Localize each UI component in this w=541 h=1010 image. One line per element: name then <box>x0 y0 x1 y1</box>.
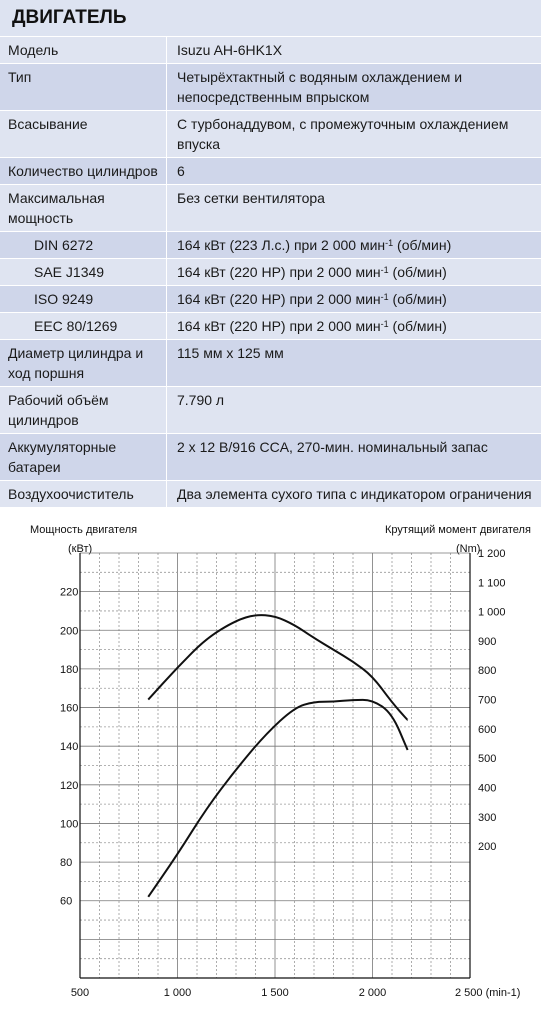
left-tick-label: 160 <box>60 702 79 715</box>
left-tick-label: 80 <box>60 857 73 870</box>
spec-row <box>0 387 541 434</box>
spec-label: Воздухоочиститель <box>0 481 167 507</box>
spec-value: Без сетки вентилятора <box>177 190 325 206</box>
spec-value: 6 <box>177 163 185 179</box>
spec-label: ISO 9249 <box>0 286 167 312</box>
x-tick-label: 2 000 <box>358 987 387 999</box>
right-tick-label: 300 <box>478 811 497 824</box>
right-tick-label: 200 <box>478 841 497 854</box>
spec-label: Рабочий объём цилиндров <box>0 387 167 433</box>
left-tick-label: 60 <box>60 895 73 908</box>
right-tick-label: 400 <box>478 782 497 795</box>
right-tick-label: 1 000 <box>478 606 506 619</box>
spec-row <box>0 37 541 64</box>
spec-value: Два элемента сухого типа с индикатором ограничения <box>177 486 532 502</box>
left-axis-unit: (кВт) <box>68 543 93 555</box>
spec-value-main: 164 кВт (220 HP) при 2 000 мин <box>177 264 381 280</box>
spec-value-exponent: -1 <box>380 319 389 329</box>
left-tick-label: 220 <box>60 586 79 599</box>
section-title: ДВИГАТЕЛЬ <box>12 7 127 28</box>
spec-value-main: 164 кВт (220 HP) при 2 000 мин <box>177 291 381 307</box>
spec-value-exponent: -1 <box>380 265 389 275</box>
spec-value-exponent: -1 <box>380 292 389 302</box>
spec-row <box>0 185 541 232</box>
spec-value: С турбонаддувом, с промежуточным охлаждением впуска <box>177 116 509 152</box>
left-tick-label: 200 <box>60 625 79 638</box>
spec-value-unit: (об/мин) <box>388 291 447 307</box>
chart-lines <box>148 615 407 897</box>
spec-label: DIN 6272 <box>0 232 167 258</box>
spec-row <box>0 313 541 340</box>
right-tick-label: 800 <box>478 665 497 678</box>
x-tick-label: 2 500 (min-1) <box>455 987 521 999</box>
spec-value: Isuzu AH-6HK1X <box>177 42 283 58</box>
spec-row <box>0 259 541 286</box>
spec-value: 115 мм х 125 мм <box>177 345 284 361</box>
spec-label: Всасывание <box>0 111 167 157</box>
spec-value-unit: (об/мин) <box>388 264 447 280</box>
spec-rows <box>0 37 541 508</box>
engine-performance-chart <box>0 508 541 1005</box>
right-tick-label: 900 <box>478 635 497 648</box>
left-tick-label: 180 <box>60 663 79 676</box>
chart-svg <box>0 508 541 1005</box>
spec-row <box>0 64 541 111</box>
spec-row <box>0 434 541 481</box>
spec-row <box>0 481 541 508</box>
spec-label: Тип <box>0 64 167 110</box>
left-tick-label: 100 <box>60 818 79 831</box>
right-tick-label: 600 <box>478 723 497 736</box>
spec-value-main: 164 кВт (220 HP) при 2 000 мин <box>177 318 381 334</box>
spec-value: 2 х 12 В/916 CCA, 270-мин. номинальный запас <box>177 439 488 455</box>
right-tick-label: 1 100 <box>478 577 506 590</box>
right-axis-title: Крутящий момент двигателя <box>385 524 531 536</box>
spec-value-exponent: -1 <box>385 238 394 248</box>
spec-label: Максимальная мощность <box>0 185 167 231</box>
x-tick-label: 1 000 <box>163 987 192 999</box>
spec-value-unit: (об/мин) <box>393 237 452 253</box>
spec-row <box>0 340 541 387</box>
spec-value-unit: (об/мин) <box>388 318 447 334</box>
spec-value: Четырёхтактный с водяным охлаждением и непосредственным впрыском <box>177 69 463 105</box>
spec-value <box>167 232 541 258</box>
spec-label: Модель <box>0 37 167 63</box>
right-axis-unit: (Nm) <box>456 543 481 555</box>
x-tick-label: 500 <box>70 987 90 999</box>
spec-value <box>167 313 541 339</box>
right-tick-label: 500 <box>478 753 497 766</box>
left-axis-title: Мощность двигателя <box>30 524 138 536</box>
spec-label: Количество цилиндров <box>0 158 167 184</box>
torque-curve <box>148 615 407 720</box>
spec-value: 7.790 л <box>177 392 225 408</box>
spec-row <box>0 111 541 158</box>
spec-label: Диаметр цилиндра и ход поршня <box>0 340 167 386</box>
spec-value-main: 164 кВт (223 Л.с.) при 2 000 мин <box>177 237 386 253</box>
left-tick-label: 140 <box>60 741 79 754</box>
x-tick-label: 1 500 <box>261 987 289 999</box>
spec-value <box>167 259 541 285</box>
left-tick-label: 120 <box>60 779 79 792</box>
spec-row <box>0 232 541 259</box>
right-tick-label: 1 200 <box>478 548 506 560</box>
chart-ticks <box>60 548 520 999</box>
right-tick-label: 700 <box>478 694 497 707</box>
power-curve <box>148 700 407 897</box>
spec-header <box>0 0 541 37</box>
spec-label: EEC 80/1269 <box>0 313 167 339</box>
spec-value <box>167 286 541 312</box>
spec-label: SAE J1349 <box>0 259 167 285</box>
spec-row <box>0 158 541 185</box>
spec-label: Аккумуляторные батареи <box>0 434 167 480</box>
spec-row <box>0 286 541 313</box>
